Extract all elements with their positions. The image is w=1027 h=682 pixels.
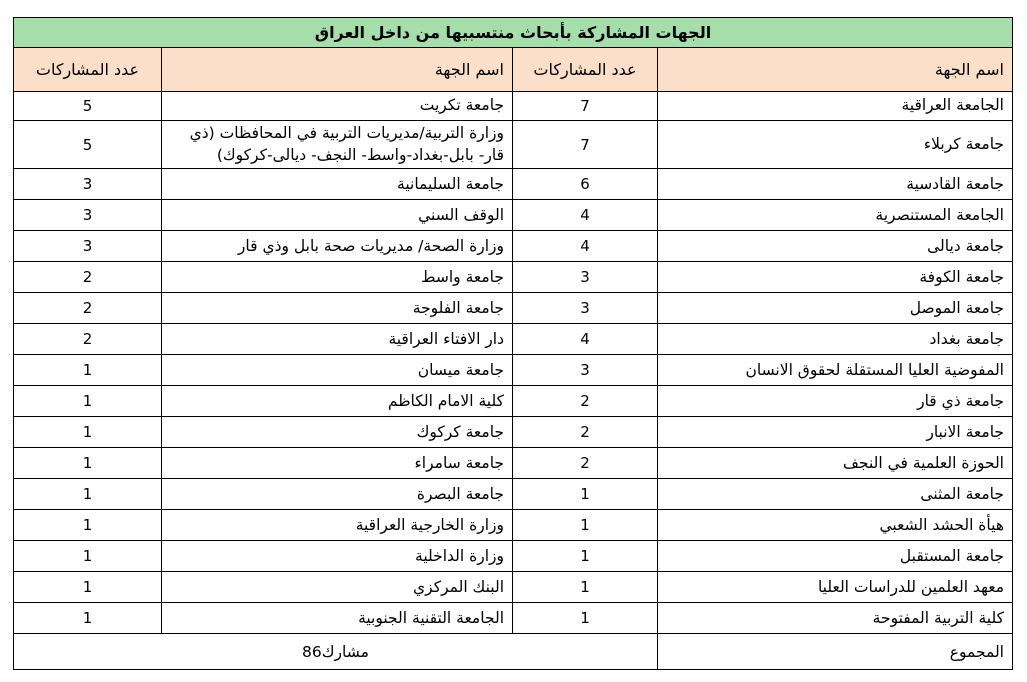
header-participation-count-right: عدد المشاركات: [513, 48, 658, 92]
participation-count-cell: 1: [13, 572, 161, 603]
entity-name-cell: جامعة ذي قار: [658, 386, 1013, 417]
entity-name-cell: جامعة تكريت: [162, 92, 513, 121]
header-entity-name-right: اسم الجهة: [658, 48, 1013, 92]
participation-count-cell: 2: [513, 448, 658, 479]
participation-count-cell: 1: [13, 603, 161, 634]
entity-name-cell: كلية الامام الكاظم: [162, 386, 513, 417]
entity-name-cell: المفوضية العليا المستقلة لحقوق الانسان: [658, 355, 1013, 386]
table-row: [13, 572, 1012, 603]
participation-count-cell: 3: [513, 262, 658, 293]
participation-count-cell: 4: [513, 231, 658, 262]
participation-count-cell: 2: [13, 324, 161, 355]
total-value: مشارك86: [13, 634, 657, 670]
entity-name-cell: البنك المركزي: [162, 572, 513, 603]
participation-count-cell: 3: [13, 169, 161, 200]
participation-count-cell: 3: [513, 355, 658, 386]
total-label: المجموع: [658, 634, 1013, 670]
participation-count-cell: 2: [513, 417, 658, 448]
table-row: [13, 603, 1012, 634]
table-row: [13, 386, 1012, 417]
table-row: [13, 417, 1012, 448]
participation-count-cell: 3: [13, 200, 161, 231]
entity-name-cell: جامعة كركوك: [162, 417, 513, 448]
participation-count-cell: 1: [13, 448, 161, 479]
entity-name-cell: جامعة واسط: [162, 262, 513, 293]
table-title-row: [13, 18, 1012, 48]
participation-count-cell: 2: [513, 386, 658, 417]
entity-name-cell: الجامعة التقنية الجنوبية: [162, 603, 513, 634]
table-header-row: [13, 48, 1012, 92]
table-row: [13, 355, 1012, 386]
entity-name-cell: جامعة سامراء: [162, 448, 513, 479]
table-row: [13, 448, 1012, 479]
entity-name-cell: جامعة السليمانية: [162, 169, 513, 200]
participation-count-cell: 1: [13, 386, 161, 417]
entity-name-cell: جامعة المستقبل: [658, 541, 1013, 572]
entity-name-cell: وزارة الصحة/ مديريات صحة بابل وذي قار: [162, 231, 513, 262]
table-body: [13, 92, 1012, 634]
entity-name-cell: جامعة المثنى: [658, 479, 1013, 510]
entity-name-cell: معهد العلمين للدراسات العليا: [658, 572, 1013, 603]
table-row: [13, 231, 1012, 262]
entity-name-cell: وزارة الخارجية العراقية: [162, 510, 513, 541]
entity-name-cell: جامعة كربلاء: [658, 121, 1013, 169]
table-row: [13, 200, 1012, 231]
table-row: [13, 510, 1012, 541]
entity-name-cell: الحوزة العلمية في النجف: [658, 448, 1013, 479]
entity-name-cell: وزارة الداخلية: [162, 541, 513, 572]
participation-count-cell: 1: [13, 510, 161, 541]
header-entity-name-left: اسم الجهة: [162, 48, 513, 92]
participation-count-cell: 4: [513, 324, 658, 355]
entity-name-cell: جامعة الانبار: [658, 417, 1013, 448]
participation-table: [13, 17, 1013, 670]
participation-count-cell: 2: [13, 293, 161, 324]
participation-count-cell: 1: [513, 572, 658, 603]
entity-name-cell: جامعة القادسية: [658, 169, 1013, 200]
table-row: [13, 262, 1012, 293]
entity-name-cell: الجامعة العراقية: [658, 92, 1013, 121]
entity-name-cell: جامعة الكوفة: [658, 262, 1013, 293]
participation-count-cell: 1: [13, 479, 161, 510]
participation-count-cell: 3: [13, 231, 161, 262]
participation-count-cell: 7: [513, 92, 658, 121]
participation-count-cell: 1: [13, 417, 161, 448]
table-row: [13, 293, 1012, 324]
entity-name-cell: الجامعة المستنصرية: [658, 200, 1013, 231]
entity-name-cell: جامعة البصرة: [162, 479, 513, 510]
participation-count-cell: 1: [13, 541, 161, 572]
table-row: [13, 121, 1012, 169]
total-row: [13, 634, 1012, 670]
participation-count-cell: 4: [513, 200, 658, 231]
header-participation-count-left: عدد المشاركات: [13, 48, 161, 92]
entity-name-cell: جامعة ميسان: [162, 355, 513, 386]
participation-count-cell: 1: [513, 603, 658, 634]
entity-name-cell: جامعة ديالى: [658, 231, 1013, 262]
table-row: [13, 479, 1012, 510]
participation-count-cell: 1: [513, 479, 658, 510]
table-row: [13, 92, 1012, 121]
participation-count-cell: 1: [513, 541, 658, 572]
entity-name-cell: وزارة التربية/مديريات التربية في المحافظات (ذي قار- بابل-بغداد-واسط- النجف- ديالى-كركوك): [162, 121, 513, 169]
table-row: [13, 541, 1012, 572]
table-title: الجهات المشاركة بأبحاث منتسبيها من داخل العراق: [13, 18, 1012, 48]
participation-count-cell: 7: [513, 121, 658, 169]
entity-name-cell: جامعة الفلوجة: [162, 293, 513, 324]
entity-name-cell: الوقف السني: [162, 200, 513, 231]
participation-count-cell: 5: [13, 121, 161, 169]
table-row: [13, 169, 1012, 200]
participation-count-cell: 2: [13, 262, 161, 293]
entity-name-cell: دار الافتاء العراقية: [162, 324, 513, 355]
entity-name-cell: كلية التربية المفتوحة: [658, 603, 1013, 634]
entity-name-cell: جامعة بغداد: [658, 324, 1013, 355]
entity-name-cell: جامعة الموصل: [658, 293, 1013, 324]
participation-count-cell: 5: [13, 92, 161, 121]
participation-count-cell: 6: [513, 169, 658, 200]
table-row: [13, 324, 1012, 355]
entity-name-cell: هيأة الحشد الشعبي: [658, 510, 1013, 541]
participation-count-cell: 1: [13, 355, 161, 386]
participation-count-cell: 1: [513, 510, 658, 541]
participation-count-cell: 3: [513, 293, 658, 324]
